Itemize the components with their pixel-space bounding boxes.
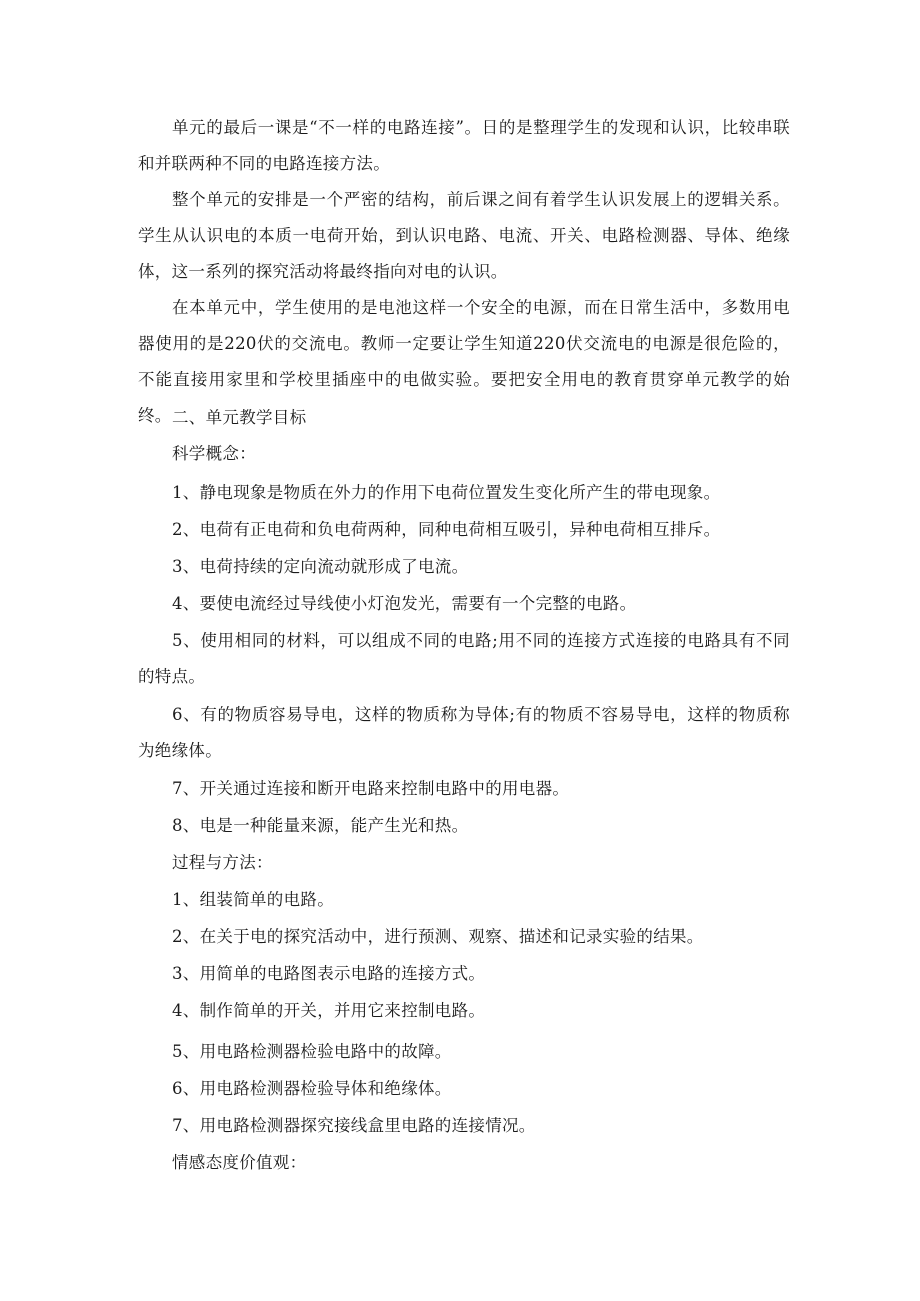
list-item: 7、开关通过连接和断开电路来控制电路中的用电器。 [172, 779, 570, 798]
paragraph-unit-last-lesson: 单元的最后一课是“不一样的电路连接”。日的是整理学生的发现和认识，比较串联和并联两种不同的电路连接方法。 [138, 118, 790, 173]
science-heading: 科学概念： [172, 444, 256, 463]
list-item: 2、在关于电的探究活动中，进行预测、观察、描述和记录实验的结果。 [172, 927, 704, 946]
list-item: 7、用电路检测器探究接线盒里电路的连接情况。 [172, 1116, 536, 1135]
attitude-heading: 情感态度价值观： [172, 1153, 307, 1172]
list-item: 2、电荷有正电荷和负电荷两种，同种电荷相互吸引，异种电荷相互排斥。 [172, 520, 721, 539]
list-item: 5、用电路检测器检验电路中的故障。 [172, 1042, 452, 1061]
list-item: 3、电荷持续的定向流动就形成了电流。 [172, 557, 469, 576]
list-item: 1、组装简单的电路。 [172, 890, 334, 909]
list-item: 1、静电现象是物质在外力的作用下电荷位置发生变化所产生的带电现象。 [172, 483, 721, 502]
paragraph-unit-structure: 整个单元的安排是一个严密的结构，前后课之间有着学生认识发展上的逻辑关系。学生从认识电的本质一电荷开始，到认识电路、电流、开关、电路检测器、导体、绝缘体，这一系列的探究活动将最终指向对电的认识。 [138, 190, 790, 281]
section-title: 二、单元教学目标 [172, 408, 307, 427]
list-item: 6、有的物质容易导电，这样的物质称为导体;有的物质不容易导电，这样的物质称为绝缘体。 [138, 705, 790, 760]
list-item: 5、使用相同的材料，可以组成不同的电路;用不同的连接方式连接的电路具有不同的特点。 [138, 631, 790, 686]
process-heading: 过程与方法： [172, 853, 273, 872]
list-item: 8、电是一种能量来源，能产生光和热。 [172, 816, 469, 835]
list-item: 4、制作简单的开关，并用它来控制电路。 [172, 1001, 486, 1020]
paragraph-safety: 在本单元中，学生使用的是电池这样一个安全的电源，而在日常生活中，多数用电器使用的是220伏的交流电。教师一定要让学生知道220伏交流电的电源是很危险的，不能直接用家里和学校里插座中的电做实验。要把安全用电的教育贯穿单元教学的始终。 [138, 298, 790, 425]
list-item: 4、要使电流经过导线使小灯泡发光，需要有一个完整的电路。 [172, 594, 637, 613]
list-item: 3、用简单的电路图表示电路的连接方式。 [172, 964, 486, 983]
list-item: 6、用电路检测器检验导体和绝缘体。 [172, 1079, 452, 1098]
